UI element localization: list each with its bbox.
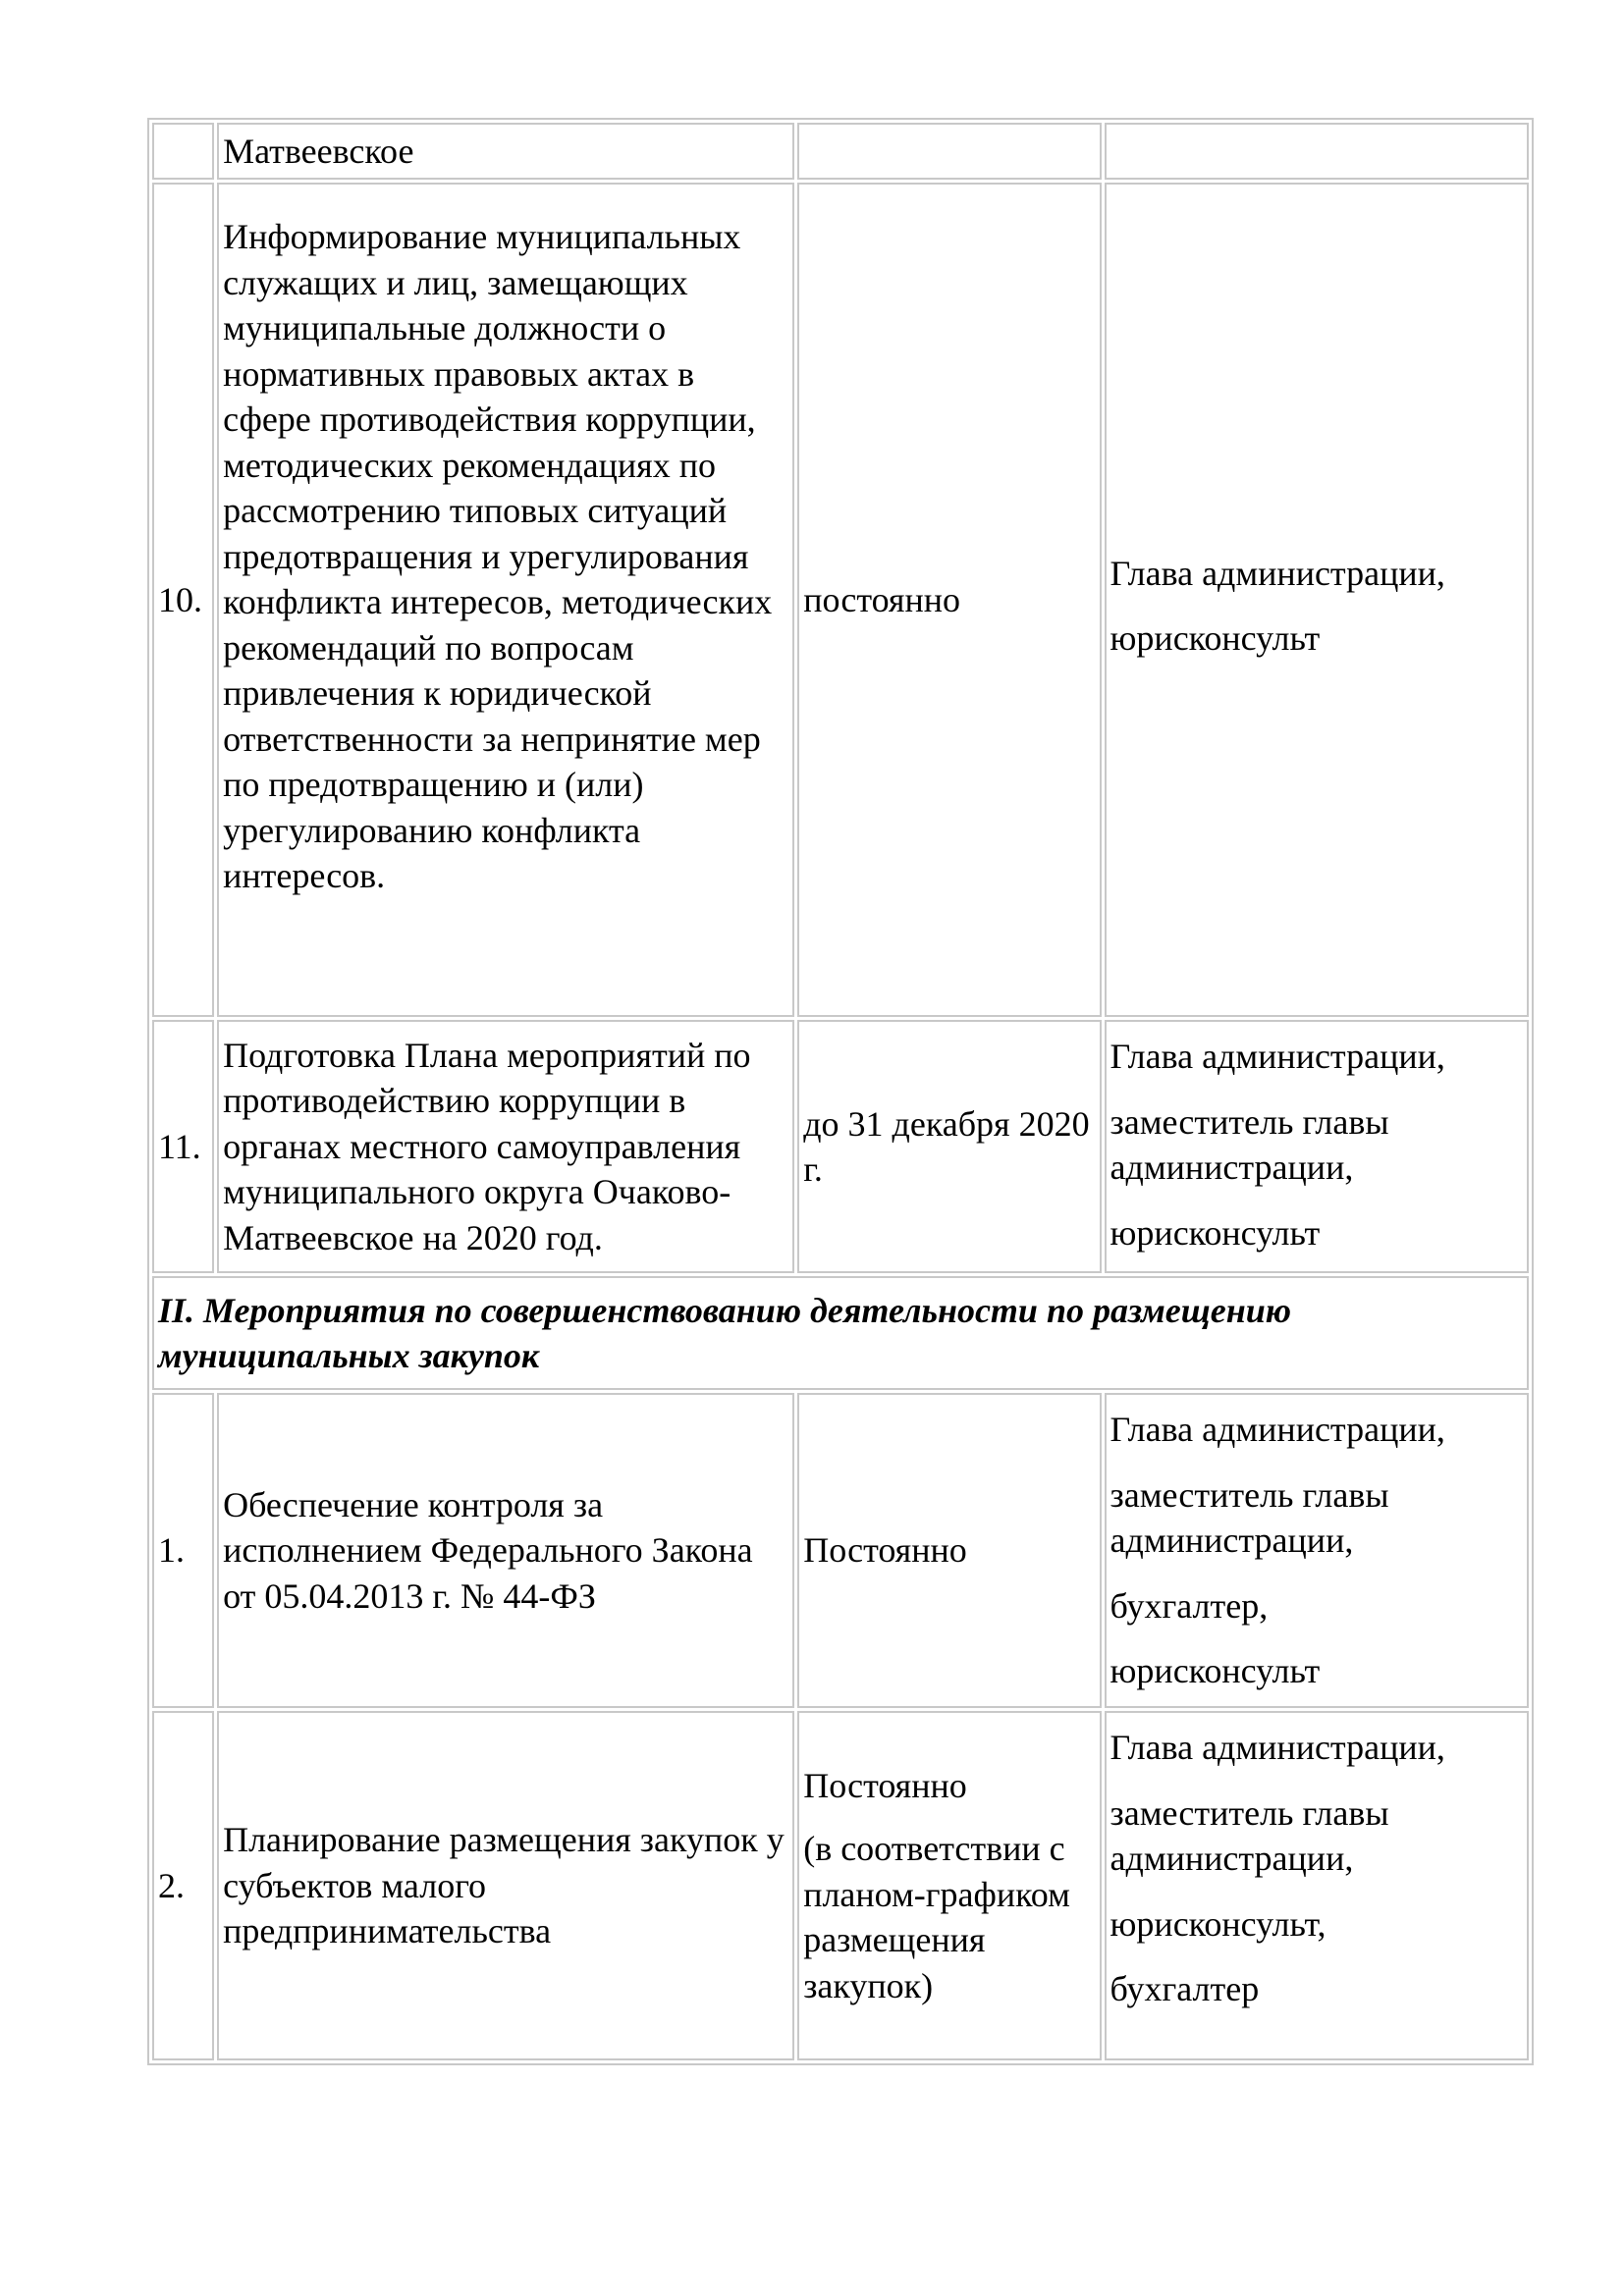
row-number: 2. [152, 1711, 214, 2060]
responsible-line: Глава администрации, [1110, 1037, 1445, 1076]
table-row [152, 1020, 1529, 1273]
responsible-cell [1105, 183, 1529, 1017]
measures-table [147, 118, 1534, 2065]
responsible-line: Глава администрации, [1110, 1728, 1445, 1767]
table-row [152, 1393, 1529, 1708]
action-text: Матвеевское [217, 123, 794, 180]
responsible-line: юрисконсульт [1110, 1651, 1321, 1690]
row-number [152, 123, 214, 180]
term-text: до 31 декабря 2020 г. [797, 1020, 1101, 1273]
responsible-line: юрисконсульт [1110, 1212, 1321, 1253]
section-title: II. Мероприятия по совершенствованию деятельности по размещению муниципальных закупок [152, 1276, 1529, 1390]
responsible-line: бухгалтер, [1110, 1585, 1269, 1626]
responsible-line: Глава администрации, [1110, 1410, 1445, 1449]
responsible-line: бухгалтер [1110, 1969, 1260, 2008]
term-text: постоянно [797, 183, 1101, 1017]
responsible-cell [1105, 1393, 1529, 1708]
responsible-line: заместитель главы администрации, [1110, 1474, 1389, 1560]
action-text: Информирование муниципальных служащих и лиц, замещающих муниципальные должности о нормативных правовых актах в сфере противодействия коррупции, методических рекомендациях по рассмотрению типовых ситуаций предотвращения и урегулирования конфликта интересов, методических рекомендаций по вопросам привлечения к юридической ответственности за непринятие мер по предотвращению и (или) урегулированию конфликта интересов. [217, 183, 794, 1017]
responsible-line: Глава администрации, [1110, 553, 1445, 593]
responsible-line: юрисконсульт, [1110, 1903, 1326, 1944]
responsible-line: юрисконсульт [1110, 618, 1321, 658]
term-line: (в соответствии с планом-графиком размещения закупок) [803, 1829, 1070, 2005]
term-line: Постоянно [803, 1765, 967, 1805]
row-number: 10. [152, 183, 214, 1017]
responsible-line: заместитель главы администрации, [1110, 1101, 1389, 1187]
table-row [152, 123, 1529, 180]
term-text: Постоянно [797, 1393, 1101, 1708]
action-text: Подготовка Плана мероприятий по противодействию коррупции в органах местного самоуправления муниципального округа Очаково-Матвеевское на 2020 год. [217, 1020, 794, 1273]
table-row [152, 183, 1529, 1017]
term-cell [797, 1711, 1101, 2060]
term-text [797, 123, 1101, 180]
action-text: Обеспечение контроля за исполнением Федерального Закона от 05.04.2013 г. № 44-ФЗ [217, 1393, 794, 1708]
responsible-line: заместитель главы администрации, [1110, 1792, 1389, 1878]
responsible-cell [1105, 1020, 1529, 1273]
table-row [152, 1711, 1529, 2060]
action-text: Планирование размещения закупок у субъектов малого предпринимательства [217, 1711, 794, 2060]
responsible-cell [1105, 1711, 1529, 2060]
section-heading-row [152, 1276, 1529, 1390]
responsible-text [1105, 123, 1529, 180]
row-number: 11. [152, 1020, 214, 1273]
row-number: 1. [152, 1393, 214, 1708]
